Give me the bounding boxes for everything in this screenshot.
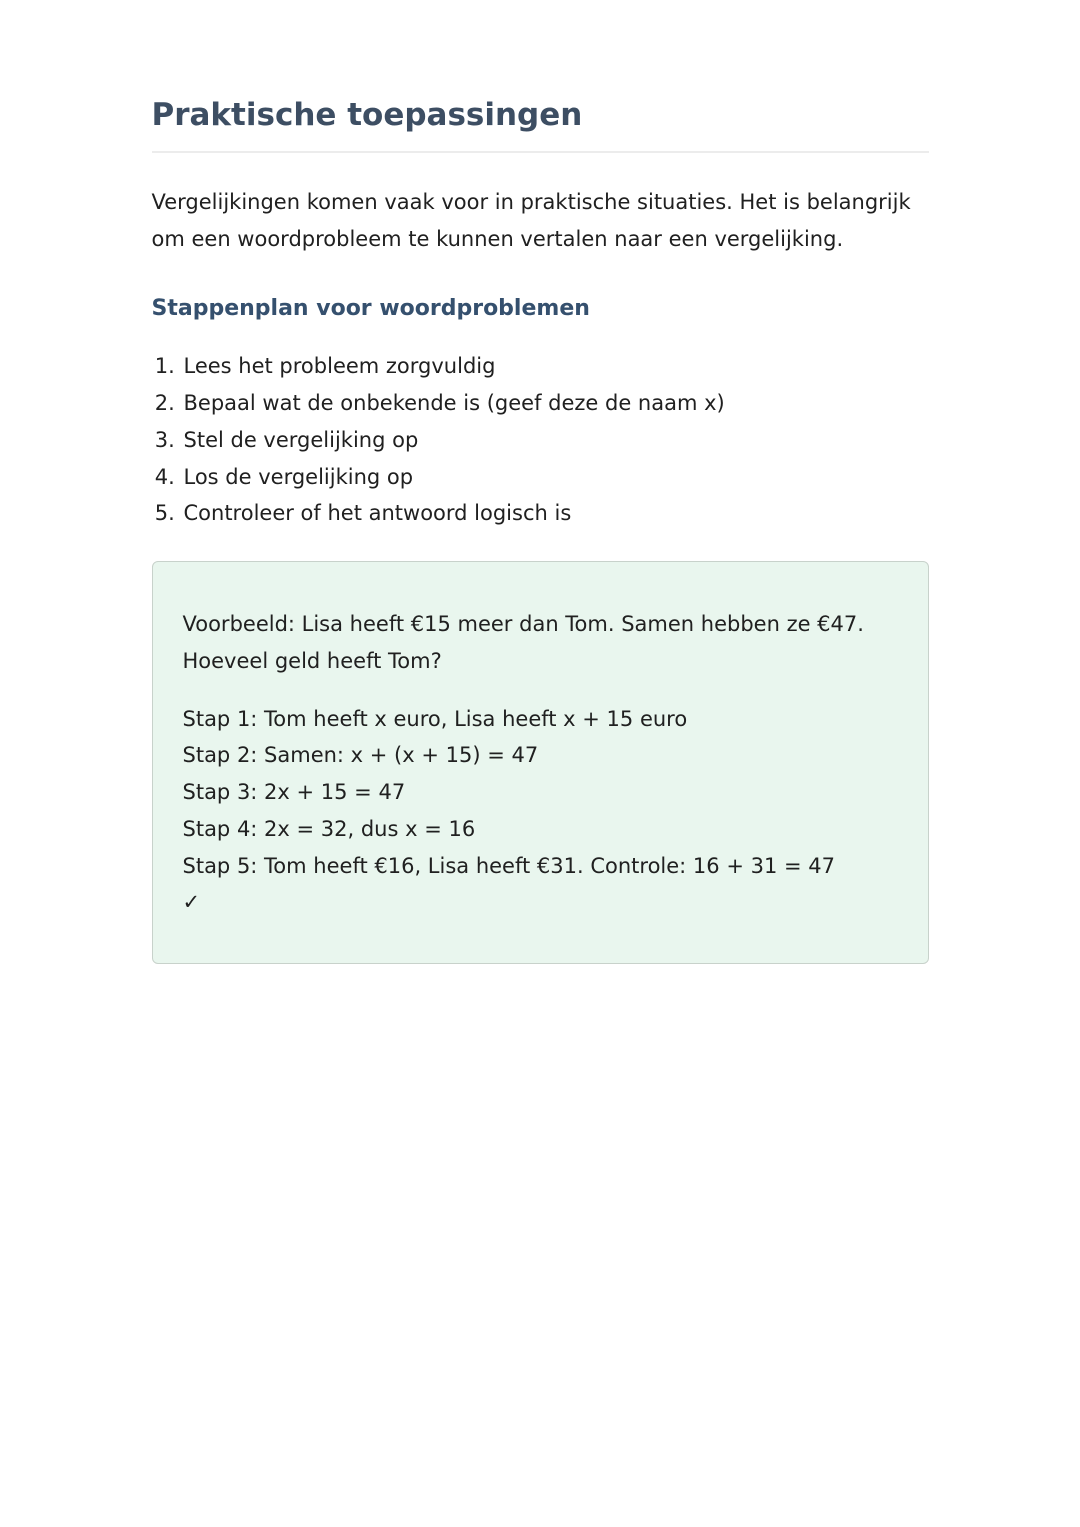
list-item: 3. Stel de vergelijking op [182,422,929,459]
example-steps-paragraph [183,701,898,922]
example-intro-paragraph [183,606,898,680]
checkmark-icon: ✓ [182,890,201,915]
example-text-line: Hoeveel geld heeft Tom? [182,648,442,673]
example-box [152,561,929,964]
list-item: 5. Controleer of het antwoord logisch is [182,495,929,532]
steps-list [152,348,929,532]
intro-paragraph: Vergelijkingen komen vaak voor in praktische situaties. Het is belangrijk om een woordprobleem te kunnen vertalen naar een vergelijking. [151,190,911,251]
list-item: 2. Bepaal wat de onbekende is (geef deze de naam x) [182,385,929,422]
example-text-line: Voorbeeld: Lisa heeft €15 meer dan Tom. Samen hebben ze €47. [182,612,864,637]
document-page [152,0,929,964]
example-step-line: Stap 2: Samen: x + (x + 15) = 47 [182,743,539,768]
list-item: 1. Lees het probleem zorgvuldig [182,348,929,385]
section-heading: Stappenplan voor woordproblemen [151,295,590,321]
example-step-line: Stap 4: 2x = 32, dus x = 16 [182,816,476,841]
example-step-line: Stap 1: Tom heeft x euro, Lisa heeft x + 15 euro [182,706,688,731]
page-title: Praktische toepassingen [152,97,929,153]
example-step-line: Stap 3: 2x + 15 = 47 [182,780,406,805]
list-item: 4. Los de vergelijking op [182,459,929,496]
example-step-line: Stap 5: Tom heeft €16, Lisa heeft €31. Controle: 16 + 31 = 47 [182,853,835,878]
